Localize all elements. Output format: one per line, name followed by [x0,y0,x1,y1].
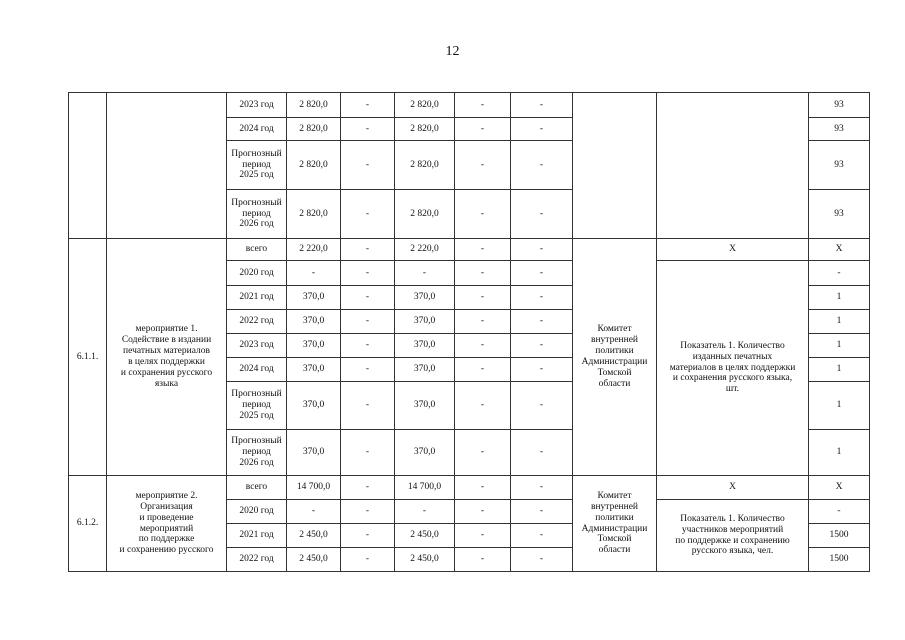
indicator-value-cell: 93 [809,93,870,118]
measure-1-block [69,239,870,476]
period-cell: 2020 год [227,261,287,286]
period-cell: 2024 год [227,358,287,382]
external-cell: - [511,93,573,118]
external-cell: - [511,190,573,239]
measure-name: мероприятие 2. Организация и проведение мероприятий по поддержке и сохранению русского [107,476,227,572]
indicator-value-cell: 1500 [809,548,870,572]
regional-cell: 2 820,0 [395,93,455,118]
federal-cell: - [341,430,395,476]
total-cell: 370,0 [287,430,341,476]
federal-cell: - [341,310,395,334]
page-number: 12 [445,44,460,59]
indicator-value-cell: 1 [809,334,870,358]
local-cell: - [455,118,511,141]
external-cell: - [511,524,573,548]
indicator-value-cell: Х [809,239,870,261]
regional-cell: 2 820,0 [395,190,455,239]
local-cell: - [455,239,511,261]
period-cell: 2021 год [227,524,287,548]
federal-cell: - [341,93,395,118]
total-cell: 2 820,0 [287,190,341,239]
period-cell: всего [227,239,287,261]
local-cell: - [455,476,511,500]
total-cell: - [287,500,341,524]
federal-cell: - [341,548,395,572]
table-row [69,239,870,261]
external-cell: - [511,358,573,382]
responsible-org: Комитет внутренней политики Администрации Томской области [573,476,657,572]
name-cell-empty [107,93,227,239]
local-cell: - [455,382,511,430]
local-cell: - [455,286,511,310]
federal-cell: - [341,382,395,430]
total-cell: 2 820,0 [287,141,341,190]
regional-cell: 370,0 [395,286,455,310]
indicator-value-cell: 1 [809,382,870,430]
federal-cell: - [341,524,395,548]
code-cell-empty [69,93,107,239]
regional-cell: 370,0 [395,334,455,358]
indicator-description: Показатель 1. Количество участников мероприятий по поддержке и сохранению русского языка, чел. [657,500,809,572]
external-cell: - [511,334,573,358]
period-cell: всего [227,476,287,500]
total-cell: 2 450,0 [287,548,341,572]
external-cell: - [511,310,573,334]
regional-cell: 2 820,0 [395,141,455,190]
indicator-value-cell: Х [809,476,870,500]
indicator-value-cell: 93 [809,190,870,239]
total-cell: 2 820,0 [287,118,341,141]
regional-cell: 2 820,0 [395,118,455,141]
period-cell: 2021 год [227,286,287,310]
total-cell: 2 220,0 [287,239,341,261]
period-cell: 2020 год [227,500,287,524]
total-cell: 370,0 [287,334,341,358]
indicator-value-cell: 93 [809,118,870,141]
external-cell: - [511,430,573,476]
table-row [69,476,870,500]
external-cell: - [511,500,573,524]
indicator-value-cell: 93 [809,141,870,190]
federal-cell: - [341,500,395,524]
indicator-value-cell: 1 [809,286,870,310]
table-row [69,93,870,118]
indicator-x-cell: Х [657,476,809,500]
federal-cell: - [341,190,395,239]
regional-cell: 370,0 [395,430,455,476]
regional-cell: 2 450,0 [395,524,455,548]
measure-code: 6.1.1. [69,239,107,476]
local-cell: - [455,141,511,190]
total-cell: 2 450,0 [287,524,341,548]
local-cell: - [455,430,511,476]
indicator-value-cell: 1 [809,430,870,476]
local-cell: - [455,190,511,239]
regional-cell: 2 220,0 [395,239,455,261]
total-cell: 14 700,0 [287,476,341,500]
regional-cell: 2 450,0 [395,548,455,572]
indicator-description: Показатель 1. Количество изданных печатных материалов в целях поддержки и сохранения русского языка, шт. [657,261,809,476]
federal-cell: - [341,261,395,286]
measure-name: мероприятие 1. Содействие в издании печатных материалов в целях поддержки и сохранения русского языка [107,239,227,476]
indicator-value-cell: - [809,261,870,286]
total-cell: 2 820,0 [287,93,341,118]
federal-cell: - [341,239,395,261]
local-cell: - [455,93,511,118]
period-cell: Прогнозный период 2026 год [227,190,287,239]
local-cell: - [455,548,511,572]
external-cell: - [511,118,573,141]
responsible-org: Комитет внутренней политики Администрации Томской области [573,239,657,476]
external-cell: - [511,261,573,286]
total-cell: 370,0 [287,358,341,382]
total-cell: 370,0 [287,382,341,430]
regional-cell: - [395,261,455,286]
external-cell: - [511,286,573,310]
federal-cell: - [341,286,395,310]
org-cell-empty [573,93,657,239]
local-cell: - [455,524,511,548]
period-cell: Прогнозный период 2025 год [227,141,287,190]
continuation-block [69,93,870,239]
indicator-x-cell: Х [657,239,809,261]
federal-cell: - [341,334,395,358]
local-cell: - [455,310,511,334]
indicator-value-cell: - [809,500,870,524]
indicator-value-cell: 1500 [809,524,870,548]
measure-2-block [69,476,870,572]
regional-cell: 370,0 [395,358,455,382]
regional-cell: 14 700,0 [395,476,455,500]
period-cell: Прогнозный период 2025 год [227,382,287,430]
local-cell: - [455,358,511,382]
local-cell: - [455,334,511,358]
indicator-value-cell: 1 [809,358,870,382]
total-cell: 370,0 [287,286,341,310]
external-cell: - [511,239,573,261]
indicator-cell-empty [657,93,809,239]
federal-cell: - [341,141,395,190]
local-cell: - [455,261,511,286]
federal-cell: - [341,476,395,500]
external-cell: - [511,548,573,572]
federal-cell: - [341,118,395,141]
period-cell: 2023 год [227,93,287,118]
period-cell: 2022 год [227,310,287,334]
indicator-value-cell: 1 [809,310,870,334]
regional-cell: - [395,500,455,524]
total-cell: 370,0 [287,310,341,334]
period-cell: 2022 год [227,548,287,572]
external-cell: - [511,476,573,500]
external-cell: - [511,141,573,190]
regional-cell: 370,0 [395,382,455,430]
period-cell: Прогнозный период 2026 год [227,430,287,476]
period-cell: 2023 год [227,334,287,358]
external-cell: - [511,382,573,430]
local-cell: - [455,500,511,524]
total-cell: - [287,261,341,286]
federal-cell: - [341,358,395,382]
measure-code: 6.1.2. [69,476,107,572]
regional-cell: 370,0 [395,310,455,334]
budget-table [68,92,870,572]
period-cell: 2024 год [227,118,287,141]
